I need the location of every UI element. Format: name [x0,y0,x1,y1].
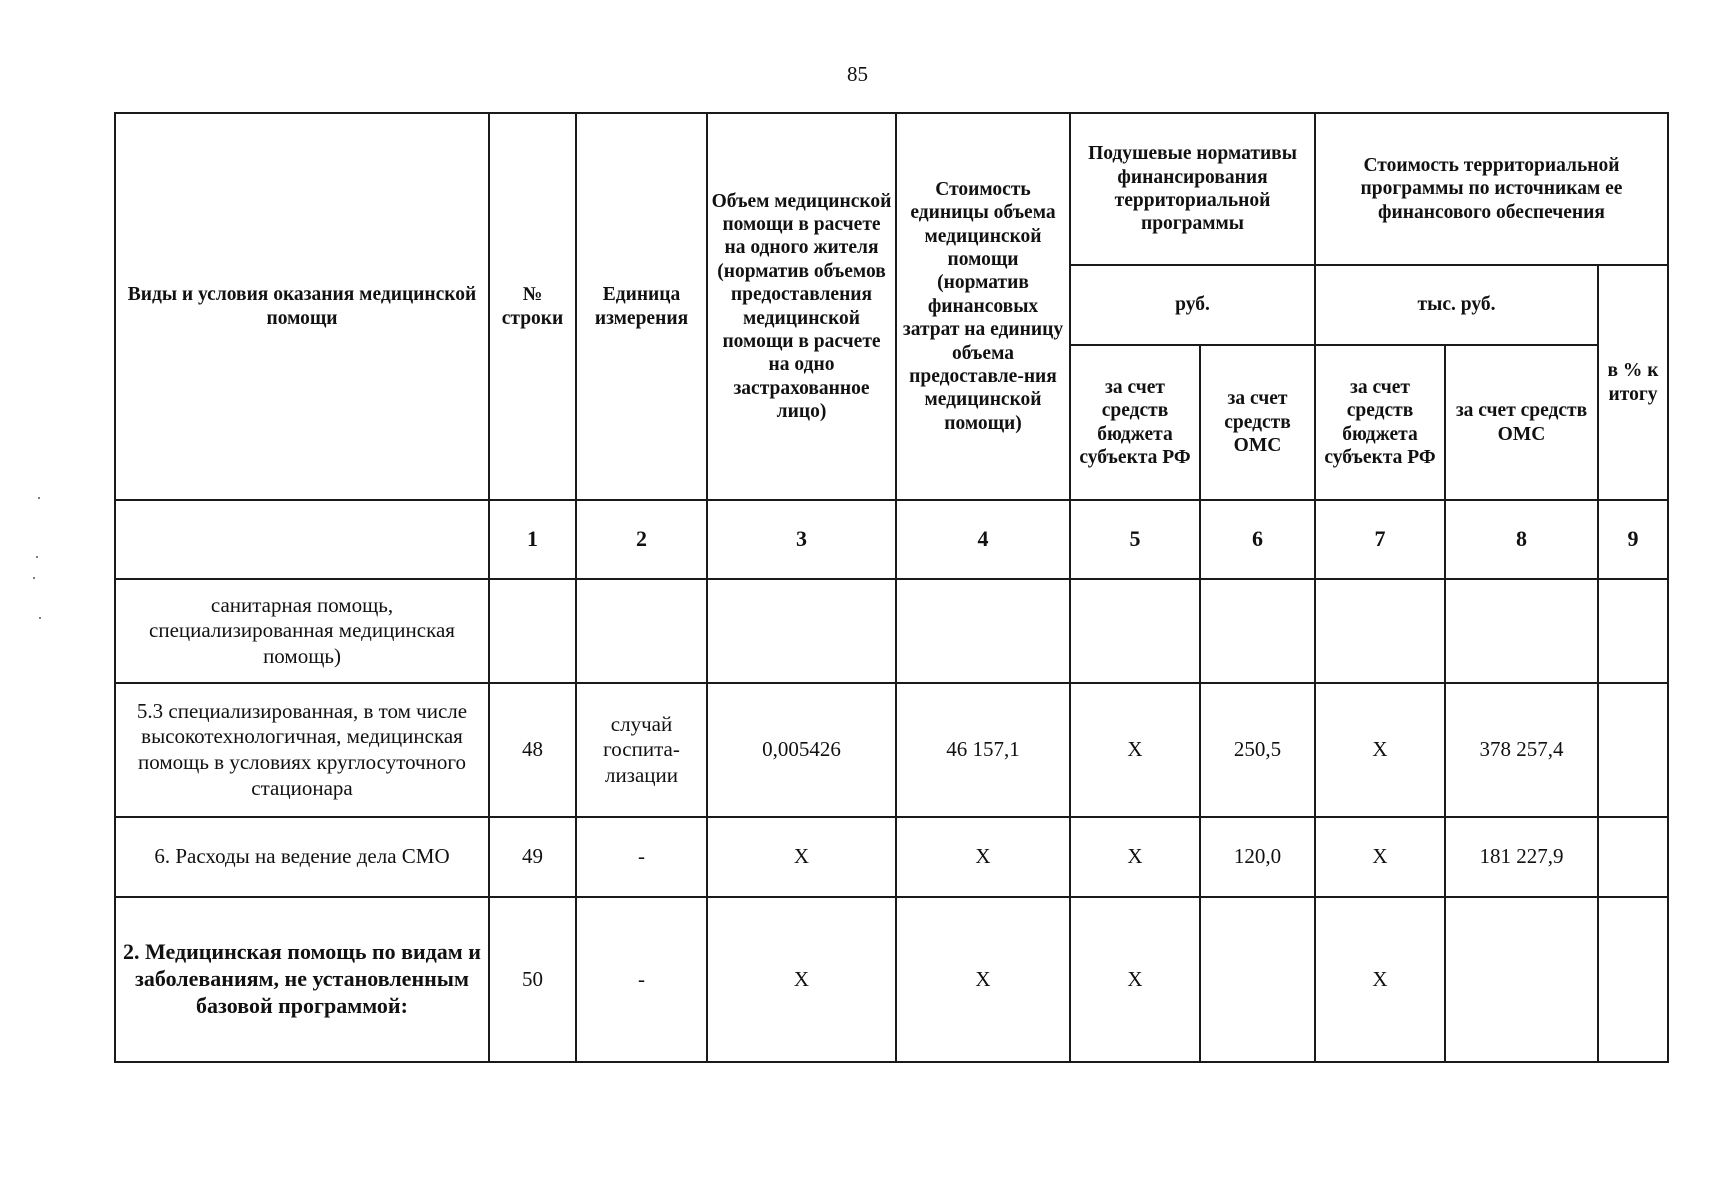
row-kind: 2. Медицинская помощь по видам и заболеваниям, не установленным базовой программой: [115,897,489,1062]
header-oms-rub: за счет средств ОМС [1200,345,1315,500]
row-oms-rub [1200,897,1315,1062]
row-volume: Х [707,817,896,897]
row-unit: - [576,817,707,897]
column-number [115,500,489,579]
row-oms-rub: 120,0 [1200,817,1315,897]
table-row [115,683,1668,817]
row-cost: Х [896,817,1070,897]
column-numbers-row [115,500,1668,579]
row-line-no: 50 [489,897,576,1062]
column-number: 7 [1315,500,1445,579]
financing-table [114,112,1669,1063]
row-line-no: 49 [489,817,576,897]
row-budget-rub [1070,579,1200,683]
scan-speck [33,577,35,579]
header-percent-total: в % к итогу [1598,265,1668,500]
row-oms-thousand [1445,579,1598,683]
header-thousand-rub: тыс. руб. [1315,265,1598,345]
row-cost [896,579,1070,683]
row-line-no [489,579,576,683]
column-number: 5 [1070,500,1200,579]
row-percent [1598,897,1668,1062]
row-cost: 46 157,1 [896,683,1070,817]
row-percent [1598,579,1668,683]
row-percent [1598,817,1668,897]
header-line-no: № строки [489,113,576,500]
header-oms-thousand: за счет средств ОМС [1445,345,1598,500]
row-budget-rub: Х [1070,683,1200,817]
row-percent [1598,683,1668,817]
column-number: 6 [1200,500,1315,579]
row-budget-rub: Х [1070,817,1200,897]
row-budget-rub: Х [1070,897,1200,1062]
page-number: 85 [847,62,868,86]
header-volume: Объем медицинской помощи в расчете на одного жителя (норматив объемов предоставления медицинской помощи в расчете на одно застрахованное лицо) [707,113,896,500]
row-volume: Х [707,897,896,1062]
column-number: 2 [576,500,707,579]
table-row [115,579,1668,683]
row-oms-thousand: 378 257,4 [1445,683,1598,817]
scan-speck [39,617,41,619]
column-number: 4 [896,500,1070,579]
row-volume: 0,005426 [707,683,896,817]
header-unit: Единица измерения [576,113,707,500]
row-kind: 5.3 специализированная, в том числе высокотехнологичная, медицинская помощь в условиях круглосуточного стационара [115,683,489,817]
column-number: 3 [707,500,896,579]
row-unit [576,579,707,683]
row-oms-thousand [1445,897,1598,1062]
row-unit: - [576,897,707,1062]
row-oms-thousand: 181 227,9 [1445,817,1598,897]
row-oms-rub [1200,579,1315,683]
row-budget-thousand [1315,579,1445,683]
row-cost: Х [896,897,1070,1062]
row-kind: санитарная помощь, специализированная медицинская помощь) [115,579,489,683]
header-cost: Стоимость единицы объема медицинской помощи (норматив финансовых затрат на единицу объема предоставле-ния медицинской помощи) [896,113,1070,500]
scan-speck [38,497,40,499]
header-budget-rf-thousand: за счет средств бюджета субъекта РФ [1315,345,1445,500]
row-unit: случай госпита-лизации [576,683,707,817]
row-budget-thousand: Х [1315,683,1445,817]
row-kind: 6. Расходы на ведение дела СМО [115,817,489,897]
table-row [115,897,1668,1062]
row-budget-thousand: Х [1315,897,1445,1062]
header-per-capita: Подушевые нормативы финансирования территориальной программы [1070,113,1315,265]
scan-speck [36,556,38,558]
header-kind: Виды и условия оказания медицинской помощи [115,113,489,500]
column-number: 8 [1445,500,1598,579]
column-number: 1 [489,500,576,579]
column-number: 9 [1598,500,1668,579]
header-rub: руб. [1070,265,1315,345]
header-budget-rf-rub: за счет средств бюджета субъекта РФ [1070,345,1200,500]
row-oms-rub: 250,5 [1200,683,1315,817]
row-volume [707,579,896,683]
row-line-no: 48 [489,683,576,817]
table-row [115,817,1668,897]
row-budget-thousand: Х [1315,817,1445,897]
table-header [115,113,1668,579]
header-program-cost: Стоимость территориальной программы по источникам ее финансового обеспечения [1315,113,1668,265]
table-body [115,579,1668,1062]
